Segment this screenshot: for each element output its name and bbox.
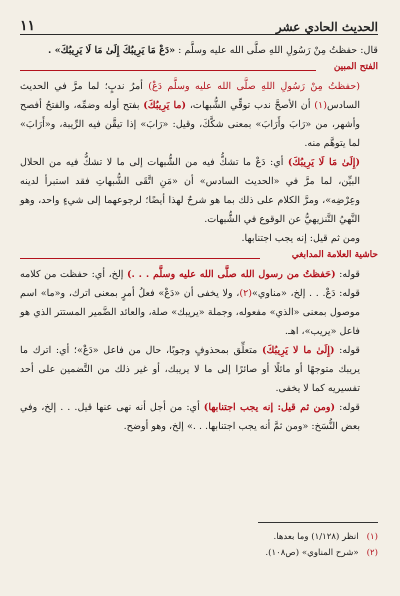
fath-paragraph-3 [20,229,378,248]
hashiya-paragraph-1 [20,265,378,341]
footnote-2 [20,545,378,561]
section-hashiya-rule [20,258,260,259]
page-number: ١١ [20,18,36,34]
hadith-text: «دَعْ مَا يَرِيبُكَ إِلَىٰ مَا لَا يَرِيبُكَ» . [48,45,176,56]
hadith-prefix: قال: حفظتُ مِنْ رَسُولِ اللهِ صلَّى الله عليه وسلَّم : [175,45,378,56]
fath-p1-open: ( [356,81,360,92]
hashiya-p1-red-a: (حَفظتُ من رسول الله صلَّى الله عليه وسلَّم . . .) [126,269,336,280]
fath-p1-close: ) [148,81,153,92]
running-head: الحديث الحادي عشر [275,20,378,34]
footnote-2-number: (٢) [366,548,378,558]
footnotes [20,522,378,561]
footnote-rule [258,522,378,523]
hashiya-p1-footnote-ref: (٢) [239,288,253,299]
page-header [20,0,378,35]
hashiya-p1-text-a: إلخ، أي: حفظت من كلامه قوله: دَعْ. . . إلخ، «مناوي» [20,269,361,299]
section-fath-rule [20,70,316,71]
hashiya-p2-text-a: متعلِّق بمحذوفٍ وجوبًا، حال من فاعل «دَعْ»؛ أي: اترك ما يريبك متوجهًا أو مائلًا أو صائرًا إلى ما لا يريبك، أو غير ذلك من التَّضمين على أحد تفسيريه كما لا يخفى. [20,345,360,394]
section-fath-heading [20,62,378,76]
hashiya-p3-lead: قوله: [335,402,360,413]
fath-p2-text-a: أي: دَعْ ما تشكُّ فيه من الشُّبهات إلى ما لا تشكُّ فيه من الحلال البيِّن، لما مرَّ في «الحديث السادس» أن «مَنِ اتَّقَى الشُّبهاتِ فقد استبرأ لدينه وعِرْضِه»، ومرَّ الكلام على ذلك بما هو شرحٌ لهذا أيضًا؛ لرجوعهما إلى شيءٍ واحد، وهو النَّهيُ التَّنزيهيُّ عن الوقوع في الشُّبهات. [20,157,360,225]
fath-p1-text-c: بفتح أوله وضمِّه، والفتحُ أفصح وأشهر، من «رَابَ وأَرَابَ» بمعنى شكَّكَ، وقيل: «رَابَ» إذا تيقَّن فيه الرِّيبة، و«أَرَابَ» لما يتوهَّم منه. [20,100,360,149]
footnote-1-number: (١) [366,532,378,542]
hashiya-p1-text-b: ، ولا يخفى أن «دَعْ» فعلُ أمرٍ بمعنى اترك، و«ما» اسم موصول بمعنى «الذي» مفعوله، وجملة «يريبك» صلة، والعائد الضَّمير المستتر الذي هو فاعل «يريب»، اهـ. [20,288,360,337]
fath-p1-footnote-ref: (١) [314,100,327,111]
section-fath-label: الفتح المبين [333,62,378,72]
fath-p1-red-a: حفظتُ مِنْ رَسُولِ اللهِ صلَّى الله عليه وسلَّم دَعْ [152,81,357,92]
hashiya-p2-red-a: (إِلَىٰ ما لا يَرِيبُكَ) [261,345,335,356]
hashiya-p2-lead: قوله: [334,345,360,356]
footnote-2-text: «شرح المناوي» (ص١٠٨). [265,548,359,558]
hashiya-p3-red-a: (ومن ثم قيل: إنه يجب اجتنابها) [203,402,336,413]
hashiya-p3-text-a: أي: من أجل أنه نهى عنها قيل. . . إلخ، وفي بعض النُّسَخ: «ومن ثمَّ أنه يجب اجتنابها. . .» إلخ، وهو أوضح. [20,402,360,432]
hashiya-paragraph-3 [20,398,378,436]
hashiya-p1-lead: قوله: [335,269,360,280]
hashiya-paragraph-2 [20,341,378,398]
hadith-line [20,41,378,60]
fath-p3-text-a: ومن ثم قيل: إنه يجب اجتنابها. [241,233,360,244]
footnote-1-text: انظر (١/١٢٨) وما بعدها. [273,532,359,542]
fath-paragraph-1 [20,77,378,153]
fath-p1-text-a: أمرُ ندبٍ؛ لما مرَّ في الحديث السادس [20,81,360,111]
fath-p1-red-b: (ما يَرِيبُكَ) [143,100,187,111]
fath-p1-text-b: أن الأصحَّ ندب توقِّي الشُّبهات، [186,100,315,111]
footnote-1 [20,529,378,545]
section-hashiya-heading [20,250,378,264]
fath-paragraph-2 [20,153,378,229]
fath-p2-red-a: (إِلَىٰ مَا لَا يَرِيبُكَ) [287,157,360,168]
section-hashiya-label: حاشية العلامة المدابغي [291,250,378,260]
